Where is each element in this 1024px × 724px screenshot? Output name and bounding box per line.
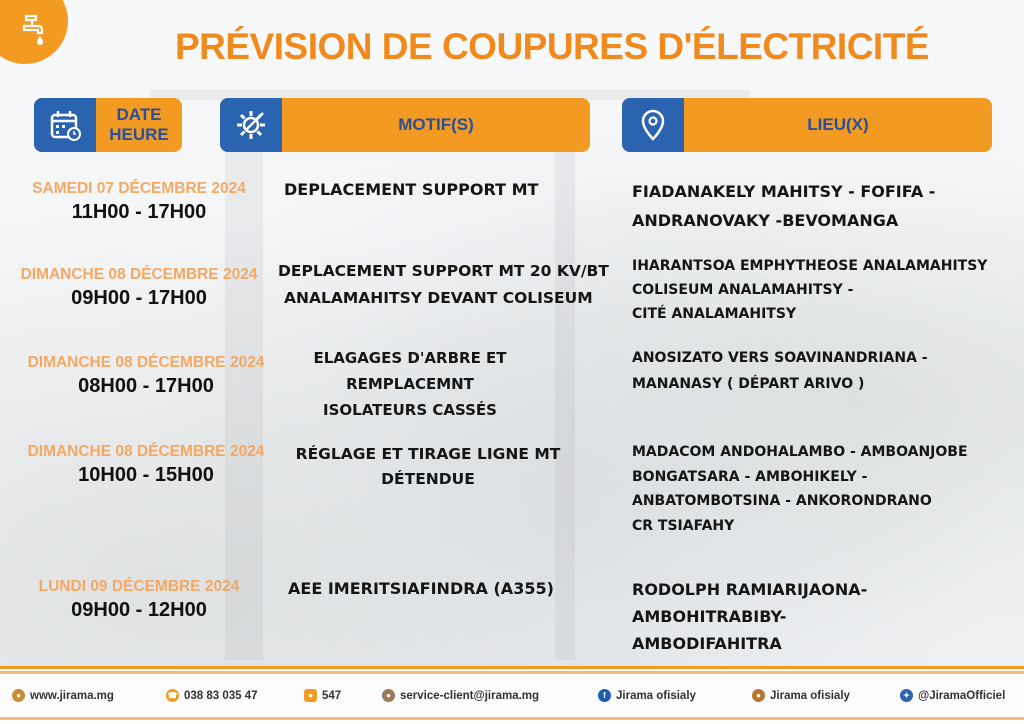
lieu-line: MADACOM ANDOHALAMBO - AMBOANJOBE <box>632 444 968 460</box>
tools-icon <box>220 98 282 152</box>
footer <box>0 666 1024 724</box>
motif-line: DEPLACEMENT SUPPORT MT 20 KV/BT <box>278 262 609 280</box>
lieu-line: ANOSIZATO VERS SOAVINANDRIANA - <box>632 350 928 366</box>
row-hours: 10H00 - 15H00 <box>78 464 214 486</box>
row-date: DIMANCHE 08 DÉCEMBRE 2024 <box>27 354 265 371</box>
row-2-lieu <box>632 254 987 326</box>
footer-email[interactable] <box>382 689 539 702</box>
row-hours: 08H00 - 17H00 <box>78 375 214 397</box>
lieu-line: AMBOHITRABIBY- <box>632 607 787 626</box>
row-4-lieu <box>632 440 968 538</box>
footer-phone[interactable] <box>166 689 258 702</box>
lieu-line: BONGATSARA - AMBOHIKELY - <box>632 468 868 485</box>
header-date-label <box>96 105 182 145</box>
motif-line: ANALAMAHITSY DEVANT COLISEUM <box>284 289 593 307</box>
header-date-line2: HEURE <box>109 125 169 144</box>
footer-short-number[interactable] <box>304 689 341 702</box>
lieu-line: MANANASY ( DÉPART ARIVO ) <box>632 376 865 392</box>
row-3-lieu <box>632 345 928 397</box>
support-agent-icon: ● <box>304 689 317 702</box>
lieu-line: ANBATOMBOTSINA - ANKORONDRANO <box>632 493 932 509</box>
phone-text: 038 83 035 47 <box>184 689 258 702</box>
lieu-line: RODOLPH RAMIARIJAONA- <box>632 580 868 599</box>
row-3-datetime <box>8 354 284 398</box>
row-date: LUNDI 09 DÉCEMBRE 2024 <box>38 578 240 595</box>
row-1-datetime <box>8 180 270 224</box>
row-hours: 09H00 - 17H00 <box>71 287 207 309</box>
lieu-line: CITÉ ANALAMAHITSY <box>632 306 797 322</box>
footer-website[interactable] <box>12 689 114 702</box>
motif-line: RÉGLAGE ET TIRAGE LIGNE MT <box>295 445 561 463</box>
row-5-motif <box>288 576 554 601</box>
row-5-lieu <box>632 576 867 657</box>
facebook-icon: f <box>598 689 611 702</box>
email-text: service-client@jirama.mg <box>400 689 540 702</box>
row-3-motif <box>300 345 520 423</box>
globe-icon: ● <box>12 689 25 702</box>
headset-icon: ● <box>382 689 395 702</box>
motif-line: DÉTENDUE <box>381 470 475 488</box>
phone-icon: ☎ <box>167 691 178 700</box>
row-4-motif <box>288 442 568 492</box>
lieu-line: ANDRANOVAKY -BEVOMANGA <box>632 211 899 230</box>
header-motif-label: MOTIF(S) <box>398 115 474 134</box>
footer-instagram[interactable] <box>752 689 850 702</box>
row-4-datetime <box>8 443 284 487</box>
row-1-lieu <box>632 177 935 235</box>
lieu-line: COLISEUM ANALAMAHITSY - <box>632 282 854 298</box>
twitter-icon: ✦ <box>900 689 913 702</box>
background-pole <box>555 150 575 660</box>
row-date: DIMANCHE 08 DÉCEMBRE 2024 <box>20 266 258 283</box>
row-1-motif <box>284 177 538 202</box>
header-lieu-label: LIEU(X) <box>807 115 869 134</box>
calendar-icon <box>34 98 96 152</box>
row-hours: 11H00 - 17H00 <box>71 201 207 223</box>
row-date: SAMEDI 07 DÉCEMBRE 2024 <box>32 180 246 197</box>
instagram-icon: ● <box>752 689 765 702</box>
lieu-line: AMBODIFAHITRA <box>632 634 782 653</box>
motif-line: ISOLATEURS CASSÉS <box>323 401 497 419</box>
row-date: DIMANCHE 08 DÉCEMBRE 2024 <box>27 443 265 460</box>
row-2-motif <box>278 258 609 312</box>
footer-twitter[interactable] <box>900 689 1005 702</box>
lieu-line: IHARANTSOA EMPHYTHEOSE ANALAMAHITSY <box>632 258 988 274</box>
website-text: www.jirama.mg <box>30 689 114 702</box>
header-date-line1: DATE <box>116 105 162 124</box>
short-number-text: 547 <box>322 689 342 702</box>
header-lieu <box>622 98 992 152</box>
motif-line: DEPLACEMENT SUPPORT MT <box>284 180 539 199</box>
row-2-datetime <box>8 266 270 310</box>
facebook-text: Jirama ofisialy <box>616 689 696 702</box>
instagram-text: Jirama ofisialy <box>770 689 850 702</box>
motif-line: REMPLACEMNT <box>346 375 474 393</box>
page-title: PRÉVISION DE COUPURES D'ÉLECTRICITÉ <box>174 26 929 67</box>
lieu-line: FIADANAKELY MAHITSY - FOFIFA - <box>632 182 936 201</box>
motif-line: ELAGAGES D'ARBRE ET <box>313 349 507 367</box>
twitter-text: @JiramaOfficiel <box>918 689 1006 702</box>
header-motif <box>220 98 590 152</box>
row-hours: 09H00 - 12H00 <box>71 599 207 621</box>
location-pin-icon <box>622 98 684 152</box>
motif-line: AEE IMERITSIAFINDRA (A355) <box>288 579 554 598</box>
row-5-datetime <box>8 578 270 622</box>
footer-facebook[interactable] <box>598 689 696 702</box>
lieu-line: CR TSIAFAHY <box>632 517 735 534</box>
header-date <box>34 98 182 152</box>
